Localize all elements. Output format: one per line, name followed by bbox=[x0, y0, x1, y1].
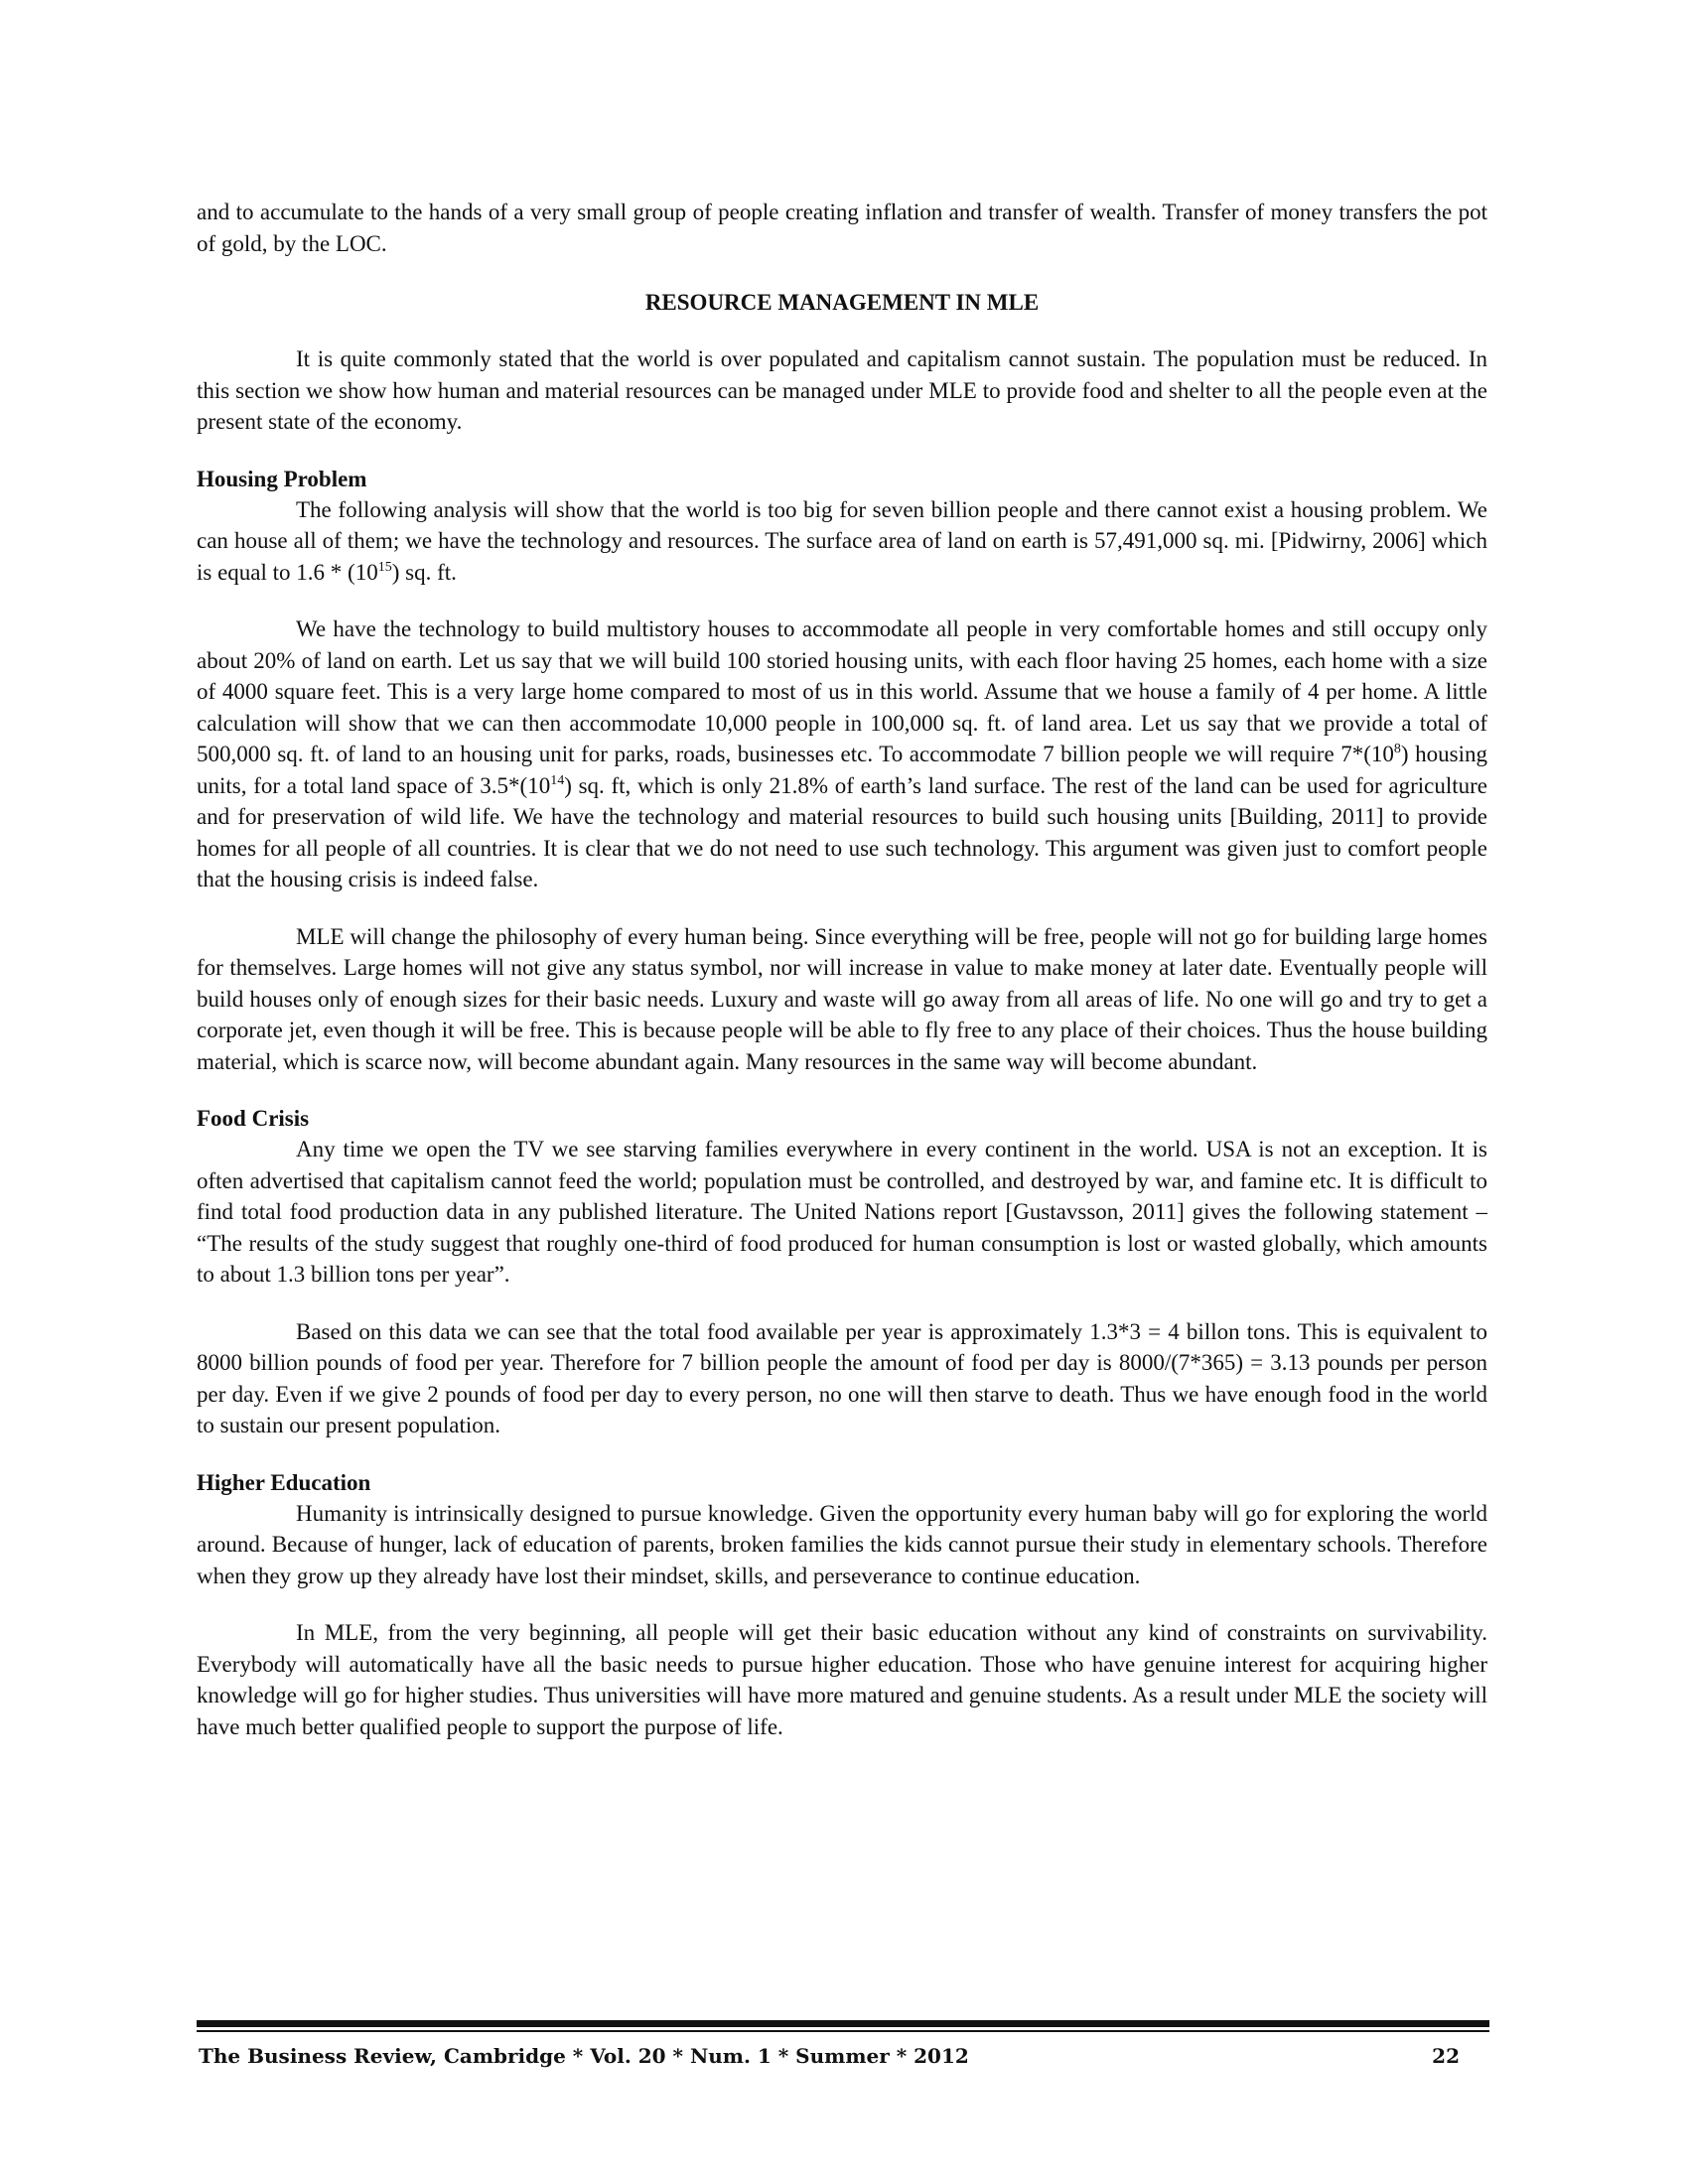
housing-p1-exponent: 15 bbox=[377, 559, 392, 575]
housing-paragraph-1 bbox=[197, 494, 1487, 589]
housing-p2-exponent-1: 8 bbox=[1393, 742, 1401, 756]
housing-p1-text-a: The following analysis will show that the world is too big for seven billion people and there cannot exist a housing problem. We can house all of them; we have the technology and resources. The surface area of land on earth is 57,491,000 sq. mi. [Pidwirny, 2006] which is equal to 1.6 * (10 bbox=[197, 496, 1487, 585]
education-paragraph-2: In MLE, from the very beginning, all people will get their basic education without any kind of constraints on survivability. Everybody will automatically have all the basic needs to pursue higher education. Those who have genuine interest for acquiring higher knowledge will go for higher studies. Thus universities will have more matured and genuine students. As a result under MLE the society will have much better qualified people to support the purpose of life. bbox=[197, 1620, 1487, 1739]
housing-p2-text-a: We have the technology to build multistory houses to accommodate all people in very comfortable homes and still occupy only about 20% of land on earth. Let us say that we will build 100 storied housing units, with each floor having 25 homes, each home with a size of 4000 square feet. This is a very large home compared to most of us in this world. Assume that we house a family of 4 per home. A little calculation will show that we can then accommodate 10,000 people in 100,000 sq. ft. of land area. Let us say that we provide a total of 500,000 sq. ft. of land to an housing unit for parks, roads, businesses etc. To accommodate 7 billion people we will require 7*(10 bbox=[197, 616, 1487, 766]
housing-paragraph-3: MLE will change the philosophy of every human being. Since everything will be free, people will not go for building large homes for themselves. Large homes will not give any status symbol, nor will increase in value to make money at later date. Eventually people will build houses only of enough sizes for their basic needs. Luxury and waste will go away from all areas of life. No one will go and try to get a corporate jet, even though it will be free. This is because people will be able to fly free to any place of their choices. Thus the house building material, which is scarce now, will become abundant again. Many resources in the same way will become abundant. bbox=[197, 923, 1487, 1074]
footer-divider bbox=[197, 2020, 1489, 2032]
food-paragraph-1: Any time we open the TV we see starving families everywhere in every continent in the world. USA is not an exception. It is often advertised that capitalism cannot feed the world; population must be controlled, and destroyed by war, and famine etc. It is difficult to find total food production data in any published literature. The United Nations report [Gustavsson, 2011] gives the following statement – “The results of the study suggest that roughly one-third of food produced for human consumption is lost or wasted globally, which amounts to about 1.3 billion tons per year”. bbox=[197, 1137, 1487, 1287]
education-paragraph-1: Humanity is intrinsically designed to pursue knowledge. Given the opportunity every human baby will go for exploring the world around. Because of hunger, lack of education of parents, broken families the kids cannot pursue their study in elementary schools. Therefore when they grow up they already have lost their mindset, skills, and perseverance to continue education. bbox=[197, 1500, 1487, 1588]
housing-paragraph-2 bbox=[197, 614, 1487, 895]
food-heading: Food Crisis bbox=[197, 1106, 310, 1131]
housing-p2-exponent-2: 14 bbox=[550, 772, 565, 788]
housing-p2-text-b: ) housing units, for a total land space of 3.5*(10 bbox=[197, 742, 1487, 798]
food-paragraph-2: Based on this data we can see that the total food available per year is approximately 1.3*3 = 4 billon tons. This is equivalent to 8000 billion pounds of food per year. Therefore for 7 billion people the amount of food per day is 8000/(7*365) = 3.13 pounds per person per day. Even if we give 2 pounds of food per day to every person, no one will then starve to death. Thus we have enough food in the world to sustain our present population. bbox=[197, 1318, 1487, 1437]
journal-citation: The Business Review, Cambridge * Vol. 20 * Num. 1 * Summer * 2012 bbox=[199, 2044, 969, 2068]
housing-heading: Housing Problem bbox=[197, 466, 367, 491]
page-footer bbox=[199, 2043, 1460, 2069]
section-intro-paragraph: It is quite commonly stated that the world is over populated and capitalism cannot sustain. The population must be reduced. In this section we show how human and material resources can be managed under MLE to provide food and shelter to all the people even at the present state of the economy. bbox=[197, 346, 1487, 434]
housing-p1-text-b: ) sq. ft. bbox=[391, 559, 457, 585]
section-title: RESOURCE MANAGEMENT IN MLE bbox=[644, 290, 1040, 315]
housing-p2-text-c: ) sq. ft, which is only 21.8% of earth’s land surface. The rest of the land can be used for agriculture and for preservation of wild life. We have the technology and material resources to build such housing units [Building, 2011] to provide homes for all people of all countries. It is clear that we do not need to use such technology. This argument was given just to comfort people that the housing crisis is indeed false. bbox=[197, 772, 1488, 891]
page-body bbox=[197, 197, 1487, 1742]
footer-rule-thin bbox=[197, 2030, 1489, 2032]
footer-rule-thick bbox=[197, 2020, 1489, 2027]
education-heading: Higher Education bbox=[197, 1469, 371, 1495]
page-number: 22 bbox=[1432, 2044, 1460, 2068]
continuation-paragraph: and to accumulate to the hands of a very small group of people creating inflation and transfer of wealth. Transfer of money transfers the pot of gold, by the LOC. bbox=[197, 200, 1487, 256]
